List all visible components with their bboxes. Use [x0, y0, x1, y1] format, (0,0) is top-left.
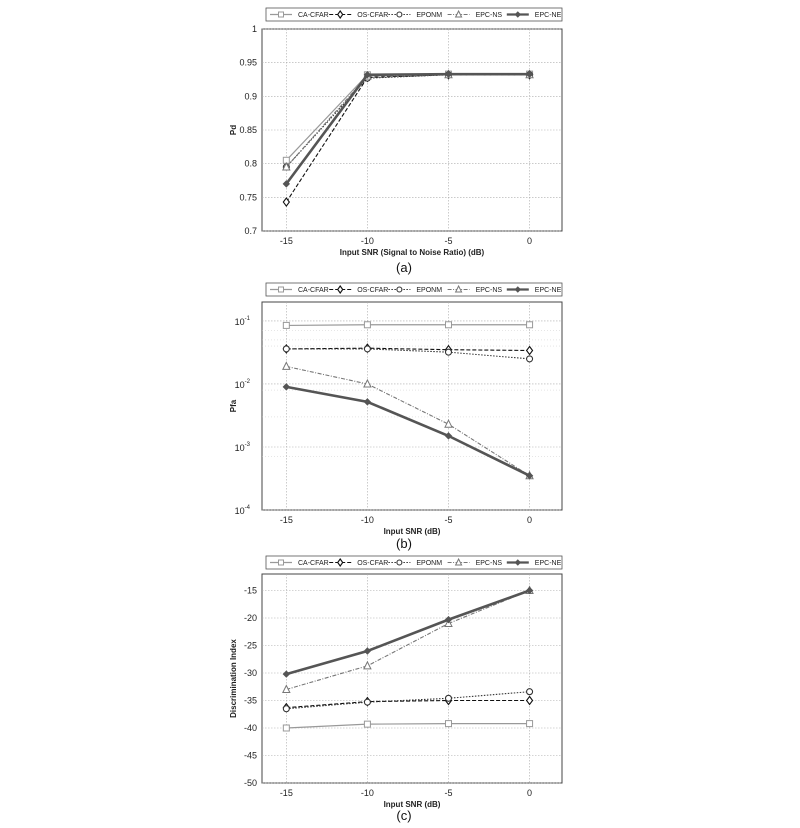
y-tick-label: 1 [251, 24, 257, 34]
plot-area [262, 302, 562, 510]
chart-caption: (c) [396, 808, 412, 823]
legend-label: EPC-NE [534, 287, 562, 294]
x-tick-label: -10 [360, 788, 374, 798]
marker-square [445, 322, 451, 328]
y-tick-base: 10 [234, 379, 245, 390]
marker-square [527, 721, 533, 727]
marker-square [527, 322, 533, 328]
legend-label: EPONM [416, 287, 443, 294]
y-tick-label: -30 [243, 668, 257, 678]
x-tick-label: -10 [360, 515, 374, 525]
x-tick-label: -5 [444, 788, 453, 798]
legend-label: CA-CFAR [298, 12, 329, 19]
x-tick-label: -10 [360, 236, 374, 246]
legend-label: EPONM [416, 12, 443, 19]
y-tick-label [235, 316, 251, 327]
y-tick-exponent: -3 [244, 441, 250, 448]
y-tick-label: -40 [243, 723, 257, 733]
x-axis-label: Input SNR (dB) [383, 800, 441, 809]
marker-circle [527, 689, 533, 695]
legend-label: EPONM [416, 560, 443, 567]
x-tick-label: 0 [527, 515, 533, 525]
chart-a [229, 8, 562, 275]
marker-square [279, 560, 284, 565]
marker-square [279, 287, 284, 292]
x-tick-label: -15 [279, 236, 293, 246]
marker-circle [397, 12, 402, 17]
legend-label: EPC-NE [534, 12, 562, 19]
legend-label: EPC-NS [475, 560, 503, 567]
legend-label: OS-CFAR [357, 560, 389, 567]
legend-label: EPC-NS [475, 12, 503, 19]
y-tick-label: 0.8 [244, 158, 257, 169]
y-axis-label: Pd [229, 124, 238, 136]
marker-circle [397, 287, 402, 292]
x-tick-label: -15 [279, 788, 293, 798]
y-tick-base: 10 [234, 442, 245, 453]
y-tick-label: 0.7 [244, 226, 257, 236]
legend-label: CA-CFAR [298, 560, 329, 567]
x-axis-label: Input SNR (Signal to Noise Ratio) (dB) [339, 248, 485, 257]
y-tick-label: -45 [243, 750, 257, 761]
y-tick-label [235, 442, 251, 453]
y-tick-label: 0.75 [239, 192, 257, 203]
y-tick-base: 10 [234, 316, 245, 327]
legend [266, 283, 562, 296]
marker-square [364, 721, 370, 727]
y-tick-label [235, 505, 251, 516]
legend-label: EPC-NE [534, 560, 562, 567]
y-axis-label: Pfa [229, 399, 238, 413]
chart-c [229, 556, 562, 823]
marker-circle [283, 346, 289, 352]
marker-circle [397, 560, 402, 565]
chart-caption: (a) [396, 260, 412, 275]
y-tick-label: -35 [243, 695, 257, 706]
marker-circle [283, 706, 289, 712]
legend [266, 556, 562, 569]
marker-square [283, 725, 289, 731]
x-tick-label: 0 [527, 236, 533, 246]
y-tick-label: 0.9 [244, 91, 257, 102]
y-tick-label: 0.95 [239, 57, 257, 68]
marker-circle [445, 695, 451, 701]
legend-label: CA-CFAR [298, 287, 329, 294]
y-tick-exponent: -4 [244, 505, 250, 511]
y-tick-label: -20 [243, 613, 257, 623]
marker-circle [445, 349, 451, 355]
x-tick-label: -5 [444, 236, 453, 246]
plot-area [262, 574, 562, 783]
x-tick-label: -15 [279, 515, 293, 525]
y-tick-label: -25 [243, 640, 257, 651]
chart-b [229, 283, 562, 551]
y-tick-exponent: -1 [244, 315, 250, 322]
y-tick-base: 10 [234, 506, 245, 516]
y-axis-label: Discrimination Index [229, 639, 238, 718]
marker-square [364, 322, 370, 328]
marker-square [445, 721, 451, 727]
legend-label: OS-CFAR [357, 12, 389, 19]
legend [266, 8, 562, 21]
marker-circle [364, 699, 370, 705]
marker-circle [364, 346, 370, 352]
y-tick-exponent: -2 [244, 378, 250, 385]
x-tick-label: -5 [444, 515, 453, 525]
x-axis-label: Input SNR (dB) [383, 527, 441, 536]
chart-caption: (b) [396, 536, 412, 551]
series-line [286, 325, 529, 326]
x-tick-label: 0 [527, 788, 533, 798]
y-tick-label: -15 [243, 585, 257, 596]
marker-square [279, 12, 284, 17]
legend-label: OS-CFAR [357, 287, 389, 294]
y-tick-label: 0.85 [239, 125, 257, 135]
y-tick-label: -50 [243, 778, 257, 788]
marker-square [283, 322, 289, 328]
marker-circle [527, 356, 533, 362]
legend-label: EPC-NS [475, 287, 503, 294]
y-tick-label [235, 379, 251, 390]
